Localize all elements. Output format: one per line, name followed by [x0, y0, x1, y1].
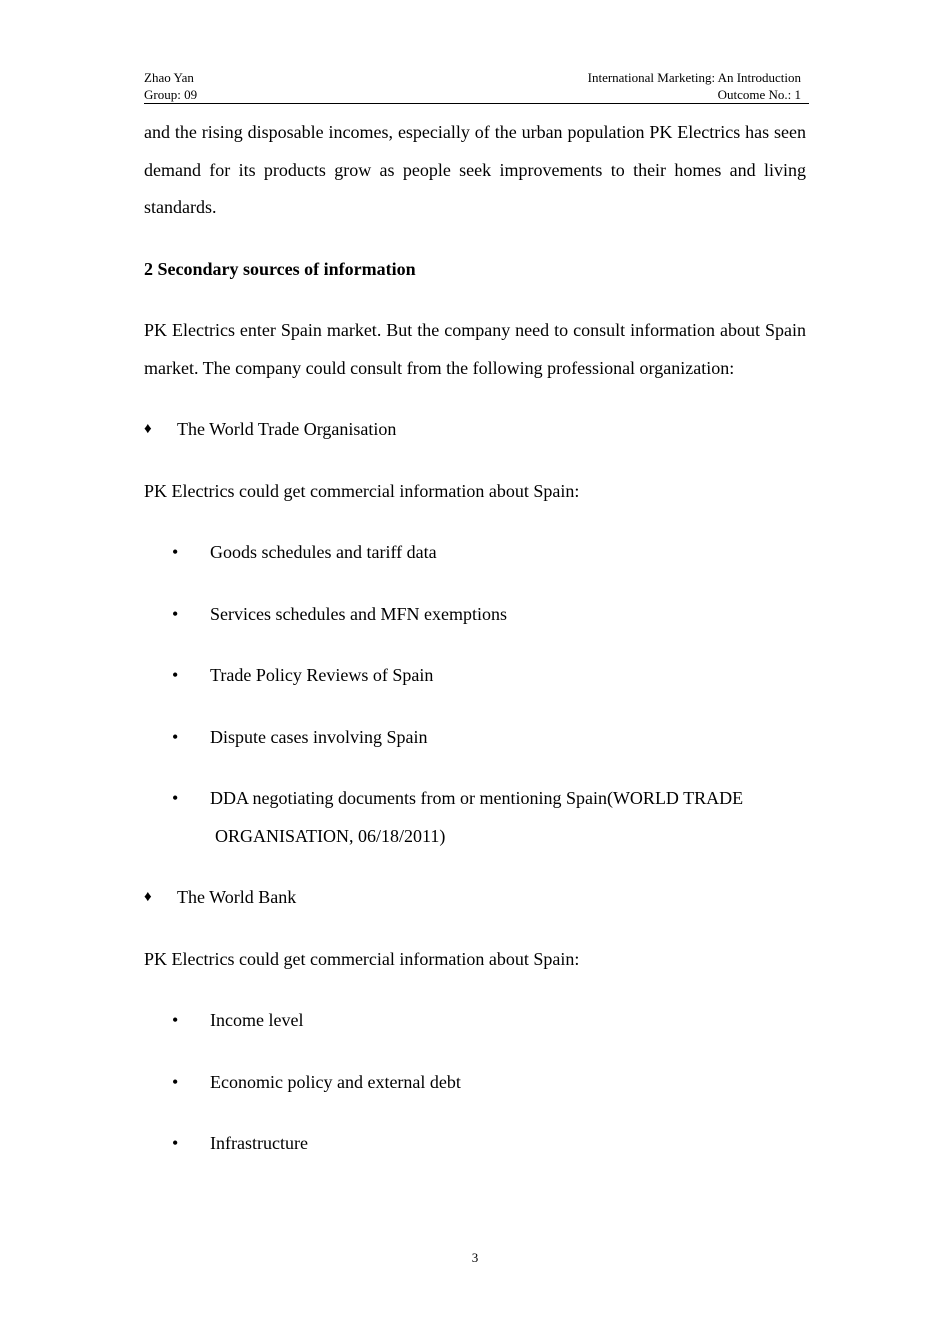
diamond-bullet-icon: ♦	[144, 889, 152, 905]
world-bank-heading	[144, 879, 806, 917]
page-content	[144, 114, 806, 1187]
list-item-text: Income level	[210, 1010, 304, 1030]
diamond-bullet-icon: ♦	[144, 421, 152, 437]
header-course: International Marketing: An Introduction	[587, 70, 801, 85]
wto-heading	[144, 411, 806, 449]
bullet-icon: •	[172, 788, 179, 808]
list-item-text: Trade Policy Reviews of Spain	[210, 665, 434, 685]
bullet-icon: •	[172, 603, 179, 624]
header-group: Group: 09	[144, 87, 198, 102]
list-item-text: Economic policy and external debt	[210, 1071, 461, 1092]
list-item	[144, 534, 806, 572]
section-paragraph: PK Electrics enter Spain market. But the company need to consult information about Spain market. The company could consult from the following professional organization:	[144, 320, 806, 378]
list-item	[144, 596, 806, 634]
list-item-text: Infrastructure	[210, 1133, 308, 1153]
section-heading: 2 Secondary sources of information	[144, 258, 416, 279]
list-item	[144, 1125, 806, 1163]
list-item-text: Services schedules and MFN exemptions	[210, 603, 507, 624]
wto-lead: PK Electrics could get commercial information about Spain:	[144, 480, 580, 501]
bullet-icon: •	[172, 1133, 179, 1153]
bullet-icon: •	[172, 542, 179, 562]
header-outcome: Outcome No.: 1	[717, 87, 801, 102]
list-item	[144, 1002, 806, 1040]
bullet-icon: •	[172, 1010, 179, 1030]
list-item-text: Dispute cases involving Spain	[210, 726, 428, 747]
wto-title: The World Trade Organisation	[177, 419, 397, 439]
page-header	[144, 70, 809, 104]
header-author: Zhao Yan	[144, 70, 194, 85]
list-item-text	[210, 780, 806, 855]
list-item	[144, 780, 806, 855]
list-item	[144, 719, 806, 757]
intro-paragraph: and the rising disposable incomes, especially of the urban population PK Electrics has seen demand for its products grow as people seek improvements to their homes and living standards.	[144, 122, 806, 217]
bullet-icon: •	[172, 726, 179, 747]
page-number: 3	[471, 1250, 479, 1265]
list-item	[144, 657, 806, 695]
list-item-line-2: ORGANISATION, 06/18/2011)	[215, 825, 446, 846]
world-bank-lead: PK Electrics could get commercial information about Spain:	[144, 948, 580, 969]
world-bank-title: The World Bank	[177, 887, 297, 907]
bullet-icon: •	[172, 1071, 179, 1092]
list-item	[144, 1064, 806, 1102]
list-item-text: Goods schedules and tariff data	[210, 542, 437, 562]
bullet-icon: •	[172, 665, 179, 685]
list-item-line-1: DDA negotiating documents from or mentioning Spain(WORLD TRADE	[210, 788, 744, 808]
